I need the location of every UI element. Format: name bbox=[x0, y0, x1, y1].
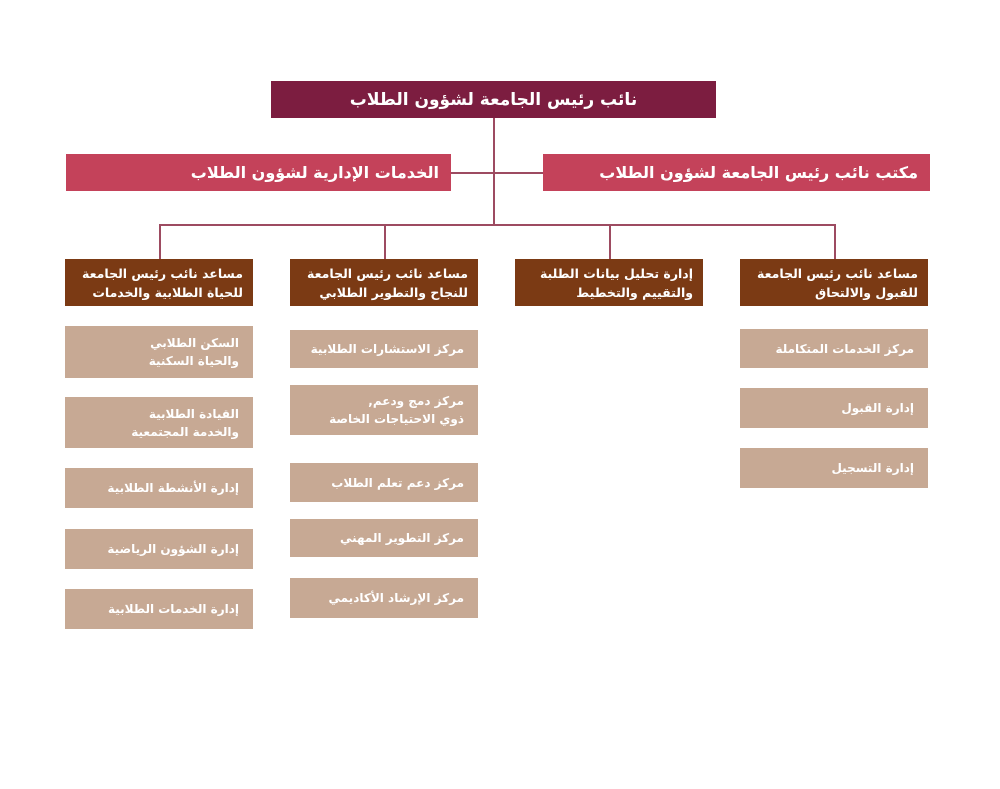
node-label-line: مركز الاستشارات الطلابية bbox=[310, 342, 464, 356]
node-admin-services bbox=[66, 154, 451, 191]
branch-head-student-life-services bbox=[65, 259, 253, 306]
node-label-line: السكن الطلابي bbox=[150, 336, 239, 350]
node-label-line: للحياة الطلابية والخدمات bbox=[92, 284, 243, 300]
node-label-line: إدارة التسجيل bbox=[831, 461, 914, 475]
connector-drop-branch-4 bbox=[834, 224, 836, 259]
node-integrated-services-center bbox=[740, 329, 928, 368]
node-student-leadership-community bbox=[65, 397, 253, 448]
node-vp-office bbox=[543, 154, 930, 191]
node-sports-affairs bbox=[65, 529, 253, 569]
connector-level2-stub bbox=[451, 172, 543, 174]
node-label-line: مركز التطوير المهني bbox=[339, 531, 464, 545]
connector-distribution-line bbox=[159, 224, 835, 226]
node-label-line: مركز دعم تعلم الطلاب bbox=[331, 475, 464, 490]
node-label-line: إدارة الشؤون الرياضية bbox=[107, 542, 239, 556]
node-career-development-center bbox=[290, 519, 478, 557]
node-label: نائب رئيس الجامعة لشؤون الطلاب bbox=[349, 89, 638, 110]
node-label-line: إدارة الخدمات الطلابية bbox=[107, 602, 239, 616]
connector-drop-branch-2 bbox=[384, 224, 386, 259]
node-student-learning-support-center bbox=[290, 463, 478, 502]
node-academic-advising-center bbox=[290, 578, 478, 618]
node-special-needs-inclusion-center bbox=[290, 385, 478, 435]
node-admissions-department bbox=[740, 388, 928, 428]
node-student-services bbox=[65, 589, 253, 629]
node-label-line: والتقييم والتخطيط bbox=[576, 284, 693, 300]
node-label-line: والخدمة المجتمعية bbox=[131, 424, 239, 439]
node-label: الخدمات الإدارية لشؤون الطلاب bbox=[190, 163, 439, 182]
node-student-housing bbox=[65, 326, 253, 378]
node-student-activities bbox=[65, 468, 253, 508]
node-label-line: القيادة الطلابية bbox=[148, 406, 239, 421]
node-label-line: مركز الإرشاد الأكاديمي bbox=[328, 591, 464, 605]
node-label-line: مساعد نائب رئيس الجامعة bbox=[757, 265, 918, 281]
node-label-line: مساعد نائب رئيس الجامعة bbox=[82, 265, 243, 281]
node-student-counseling-center bbox=[290, 330, 478, 368]
branch-head-admissions-enrollment bbox=[740, 259, 928, 306]
node-vp-student-affairs bbox=[271, 81, 716, 118]
node-label-line: إدارة تحليل بيانات الطلبة bbox=[539, 265, 693, 281]
branch-head-student-success-development bbox=[290, 259, 478, 306]
node-label-line: مساعد نائب رئيس الجامعة bbox=[307, 265, 468, 281]
node-label-line: ذوي الاحتياجات الخاصة bbox=[329, 412, 464, 426]
node-label-line: والحياة السكنية bbox=[148, 354, 239, 368]
connector-drop-branch-1 bbox=[159, 224, 161, 259]
branch-head-data-analysis-planning bbox=[515, 259, 703, 306]
connector-root-vertical bbox=[493, 118, 495, 224]
connector-drop-branch-3 bbox=[609, 224, 611, 259]
node-label-line: إدارة القبول bbox=[841, 401, 914, 415]
node-label-line: إدارة الأنشطة الطلابية bbox=[107, 481, 239, 495]
node-label-line: مركز الخدمات المتكاملة bbox=[775, 341, 914, 356]
node-label: مكتب نائب رئيس الجامعة لشؤون الطلاب bbox=[599, 163, 918, 182]
node-label-line: للنجاح والتطوير الطلابي bbox=[319, 284, 468, 300]
node-label-line: مركز دمج ودعم, bbox=[368, 394, 464, 408]
node-label-line: للقبول والالتحاق bbox=[815, 284, 918, 300]
node-registration-department bbox=[740, 448, 928, 488]
